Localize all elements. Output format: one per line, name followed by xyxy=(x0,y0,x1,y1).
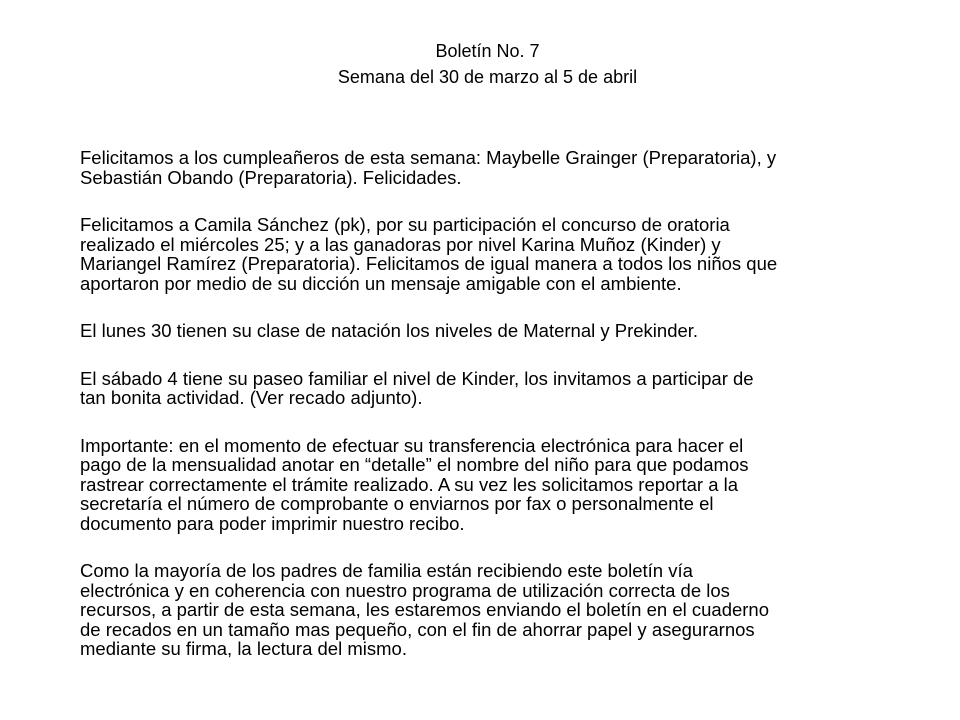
text-line: secretaría el número de comprobante o enviarnos por fax o personalmente el xyxy=(80,493,714,514)
text-line: tan bonita actividad. (Ver recado adjunto). xyxy=(80,387,423,408)
text-line: El sábado 4 tiene su paseo familiar el nivel de Kinder, los invitamos a participar de xyxy=(80,367,754,389)
text-line: Felicitamos a Camila Sánchez (pk), por su participación el concurso de oratoria xyxy=(80,214,730,235)
text-line: documento para poder imprimir nuestro recibo. xyxy=(80,512,465,534)
text-line: pago de la mensualidad anotar en “detalle” el nombre del niño para que podamos xyxy=(80,454,749,475)
bulletin-body xyxy=(80,148,870,659)
text-line: Mariangel Ramírez (Preparatoria). Felicitamos de igual manera a todos los niños que xyxy=(80,253,778,274)
text-line: mediante su firma, la lectura del mismo. xyxy=(80,638,407,659)
text-line: realizado el miércoles 25; y a las ganadoras por nivel Karina Muñoz (Kinder) y xyxy=(80,233,721,255)
paragraph-payment-notice xyxy=(80,436,870,534)
text-line: El lunes 30 tienen su clase de natación los niveles de Maternal y Prekinder. xyxy=(80,320,699,341)
text-line: Como la mayoría de los padres de familia están recibiendo este boletín vía xyxy=(80,560,693,581)
text-line: rastrear correctamente el trámite realizado. A su vez les solicitamos reportar a la xyxy=(80,473,739,495)
paragraph-bulletin-delivery xyxy=(80,561,870,659)
text-line: Felicitamos a los cumpleañeros de esta semana: Maybelle Grainger (Preparatoria), y xyxy=(80,147,777,168)
bulletin-title: Boletín No. 7 xyxy=(435,41,540,61)
text-line: Importante: en el momento de efectuar su transferencia electrónica para hacer el xyxy=(80,434,744,456)
paragraph-family-outing xyxy=(80,369,870,408)
text-line: aportaron por medio de su dicción un mensaje amigable con el ambiente. xyxy=(80,272,682,294)
text-line: Sebastián Obando (Preparatoria). Felicidades. xyxy=(80,166,462,188)
text-line: recursos, a partir de esta semana, les estaremos enviando el boletín en el cuaderno xyxy=(80,599,770,620)
paragraph-oratory-contest xyxy=(80,215,870,293)
document-header xyxy=(0,38,960,90)
text-line: de recados en un tamaño mas pequeño, con el fin de ahorrar papel y asegurarnos xyxy=(80,618,755,640)
paragraph-swimming-class xyxy=(80,321,870,341)
paragraph-birthdays xyxy=(80,148,870,187)
text-line: electrónica y en coherencia con nuestro programa de utilización correcta de los xyxy=(80,579,730,601)
bulletin-week-subtitle: Semana del 30 de marzo al 5 de abril xyxy=(337,67,638,87)
